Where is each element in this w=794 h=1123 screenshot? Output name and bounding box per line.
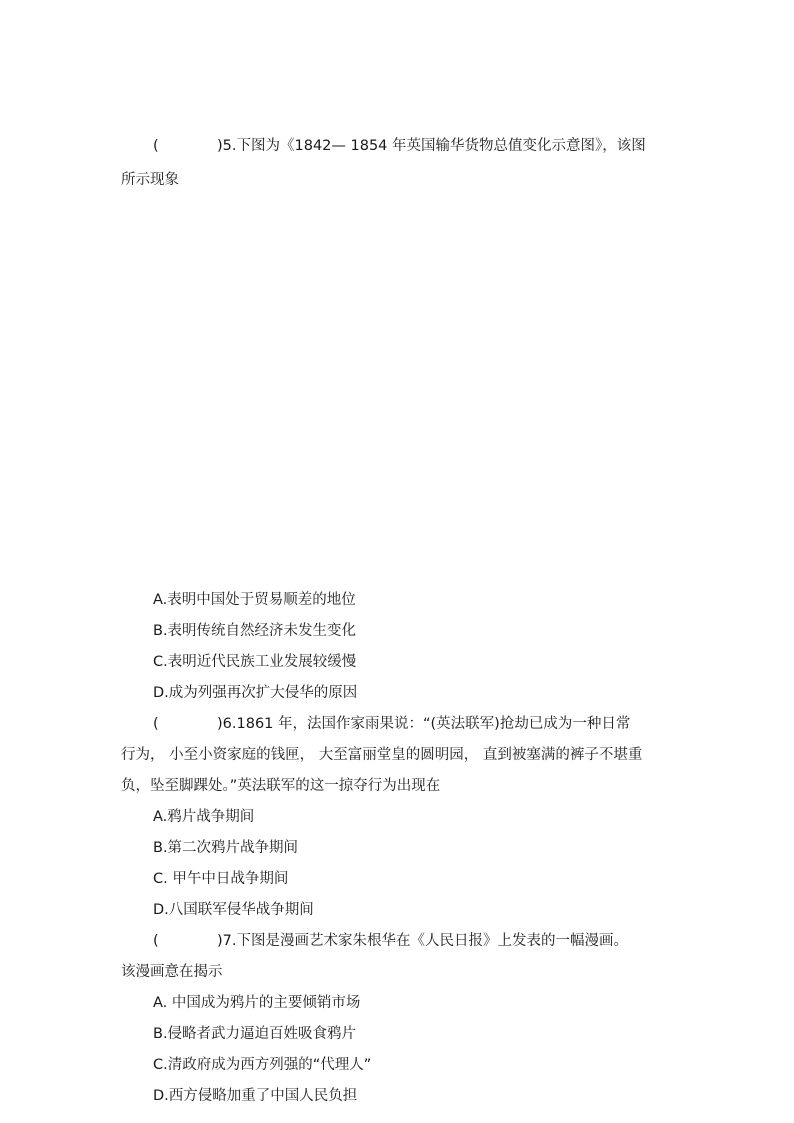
q6-option-b: B.第二次鸦片战争期间 [153, 840, 299, 856]
q5-option-c: C.表明近代民族工业发展较缓慢 [153, 654, 357, 670]
q6-option-c: C. 甲午中日战争期间 [153, 871, 289, 887]
q5-stem-continuation: 所示现象 [121, 172, 179, 188]
q7-option-b: B.侵略者武力逼迫百姓吸食鸦片 [153, 1026, 357, 1042]
q7-option-a: A. 中国成为鸦片的主要倾销市场 [153, 995, 361, 1011]
q6-stem-continuation-1: 行为， 小至小资家庭的钱匣， 大至富丽堂皇的圆明园， 直到被塞满的裤子不堪重 [121, 747, 643, 763]
q7-option-c: C.清政府成为西方列强的“代理人” [153, 1057, 372, 1073]
q7-paren-open: ( [153, 933, 159, 949]
q7-stem-continuation: 该漫画意在揭示 [121, 964, 223, 980]
q5-option-b: B.表明传统自然经济未发生变化 [153, 623, 357, 639]
q6-paren-open: ( [153, 716, 159, 732]
q7-stem: )7.下图是漫画艺术家朱根华在《人民日报》上发表的一幅漫画。 [217, 933, 628, 949]
q5-stem: )5.下图为《1842— 1854 年英国输华货物总值变化示意图》，该图 [217, 138, 646, 154]
q5-paren-open: ( [153, 138, 159, 154]
q6-stem-continuation-2: 负，坠至脚踝处。”英法联军的这一掠夺行为出现在 [121, 778, 441, 794]
q6-option-d: D.八国联军侵华战争期间 [153, 902, 314, 918]
q5-option-d: D.成为列强再次扩大侵华的原因 [153, 685, 358, 701]
q7-option-d: D.西方侵略加重了中国人民负担 [153, 1088, 358, 1104]
q5-option-a: A.表明中国处于贸易顺差的地位 [153, 592, 356, 608]
q6-option-a: A.鸦片战争期间 [153, 809, 255, 825]
q6-stem: )6.1861 年，法国作家雨果说：“(英法联军)抢劫已成为一种日常 [217, 716, 631, 732]
